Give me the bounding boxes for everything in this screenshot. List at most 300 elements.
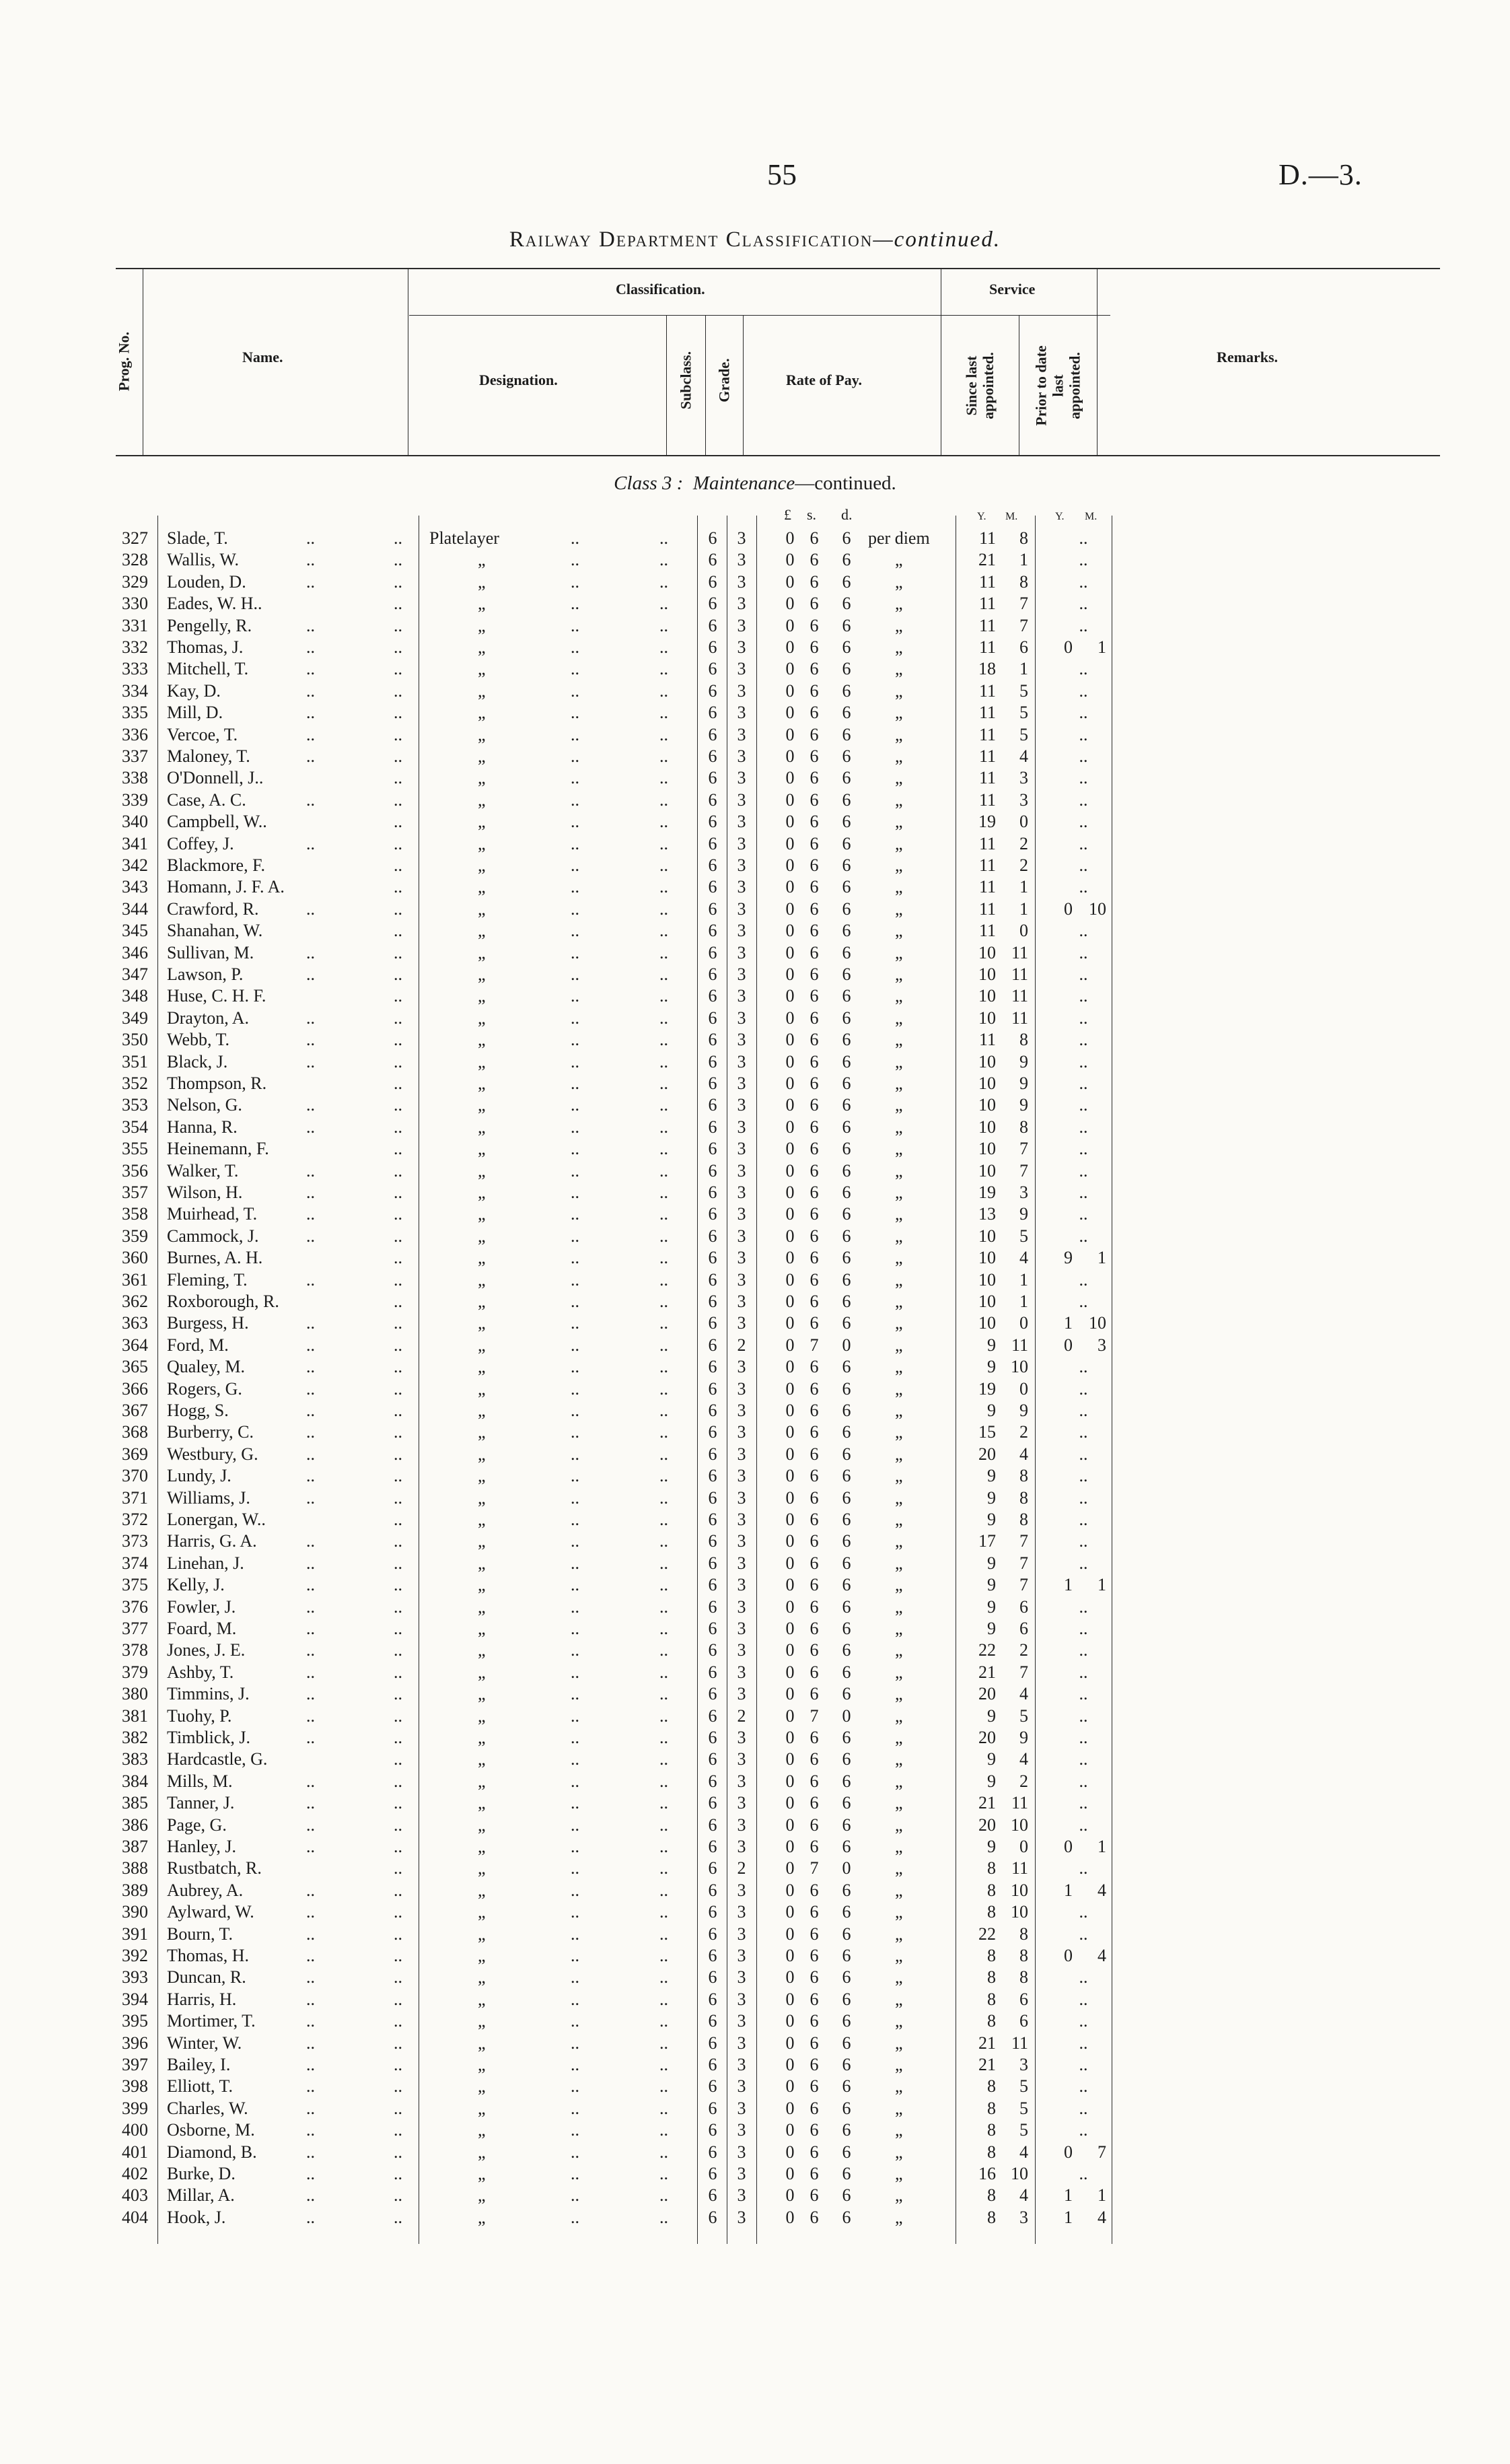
pay-pence: 6	[842, 1444, 851, 1464]
leader-dots: ..	[394, 1967, 402, 1987]
pay-shillings: 6	[810, 2099, 819, 2118]
pay-shillings: 6	[810, 1313, 819, 1333]
pay-pence: 6	[842, 812, 851, 831]
prog-no: 402	[122, 2164, 148, 2183]
pay-pence: 6	[842, 1226, 851, 1246]
leader-dots: ..	[394, 1531, 402, 1551]
service-months: 9	[1019, 1728, 1028, 1747]
prog-no: 328	[122, 550, 148, 569]
designation-leader-dots-2: ..	[659, 2055, 668, 2074]
pay-pounds: 0	[785, 1466, 795, 1485]
designation-leader-dots-2: ..	[659, 1706, 668, 1726]
pay-ditto: „	[895, 1662, 903, 1682]
service-months: 8	[1019, 1924, 1028, 1944]
designation-leader-dots: ..	[571, 1640, 579, 1660]
subclass: 6	[708, 2185, 717, 2205]
service-months: 11	[1011, 986, 1028, 1006]
pay-pence: 6	[842, 2208, 851, 2227]
grade: 3	[737, 1619, 746, 1638]
designation-leader-dots: ..	[571, 659, 579, 678]
designation-leader-dots-2: ..	[659, 1967, 668, 1987]
name-leader-dots: ..	[306, 1662, 315, 1682]
service-months: 8	[1019, 572, 1028, 592]
service-years: 9	[987, 1357, 996, 1376]
leader-dots: ..	[394, 1095, 402, 1115]
pay-pounds: 0	[785, 2076, 795, 2096]
designation-leader-dots-2: ..	[659, 1335, 668, 1355]
designation-leader-dots: ..	[571, 1531, 579, 1551]
designation: „	[478, 899, 486, 919]
name-leader-dots: ..	[306, 1052, 315, 1071]
pay-pounds: 0	[785, 2033, 795, 2053]
designation: „	[478, 2142, 486, 2162]
leader-dots: ..	[394, 1728, 402, 1747]
leader-dots: ..	[394, 1662, 402, 1682]
designation-leader-dots-2: ..	[659, 637, 668, 657]
designation: „	[478, 1510, 486, 1529]
name-leader-dots: ..	[306, 1379, 315, 1399]
prog-no: 394	[122, 1990, 148, 2009]
grade: 3	[737, 943, 746, 962]
employee-name: Mill, D.	[167, 703, 223, 722]
prog-no: 339	[122, 790, 148, 810]
designation-leader-dots: ..	[571, 1510, 579, 1529]
pay-pence: 6	[842, 2076, 851, 2096]
grade: 3	[737, 1204, 746, 1224]
prog-no: 375	[122, 1575, 148, 1594]
employee-name: Aubrey, A.	[167, 1880, 244, 1900]
pay-shillings: 6	[810, 877, 819, 896]
pay-shillings: 6	[810, 855, 819, 875]
grade: 3	[737, 1946, 746, 1965]
pay-ditto: „	[895, 2011, 903, 2031]
pay-shillings: 6	[810, 1967, 819, 1987]
pay-ditto: „	[895, 1706, 903, 1726]
pay-shillings: 6	[810, 1422, 819, 1442]
designation-leader-dots: ..	[571, 855, 579, 875]
designation-leader-dots: ..	[571, 1030, 579, 1049]
pay-ditto: „	[895, 616, 903, 635]
pay-ditto: „	[895, 746, 903, 766]
designation: „	[478, 1619, 486, 1638]
designation-leader-dots-2: ..	[659, 1183, 668, 1202]
grade: 3	[737, 1161, 746, 1181]
prior-years: 0	[1064, 899, 1073, 919]
name-leader-dots: ..	[306, 1095, 315, 1115]
service-months: 5	[1019, 725, 1028, 744]
service-months: 4	[1019, 746, 1028, 766]
designation-leader-dots-2: ..	[659, 746, 668, 766]
employee-name: Bailey, I.	[167, 2055, 231, 2074]
designation: „	[478, 594, 486, 613]
grade: 3	[737, 659, 746, 678]
prog-no: 356	[122, 1161, 148, 1181]
employee-name: Slade, T.	[167, 528, 228, 548]
name-leader-dots: ..	[306, 1466, 315, 1485]
designation-leader-dots: ..	[571, 1684, 579, 1703]
subclass: 6	[708, 1161, 717, 1181]
pay-pence: 6	[842, 1270, 851, 1290]
designation-leader-dots: ..	[571, 2164, 579, 2183]
prior-blank-dots: ..	[1079, 1706, 1088, 1726]
designation-leader-dots-2: ..	[659, 1531, 668, 1551]
pay-ditto: „	[895, 1946, 903, 1965]
designation-leader-dots: ..	[571, 877, 579, 896]
unit-pounds: £	[784, 506, 791, 523]
service-months: 6	[1019, 1597, 1028, 1617]
pay-shillings: 6	[810, 616, 819, 635]
pay-pounds: 0	[785, 768, 795, 787]
designation-leader-dots-2: ..	[659, 1466, 668, 1485]
subclass: 6	[708, 1728, 717, 1747]
prog-no: 346	[122, 943, 148, 962]
prior-blank-dots: ..	[1079, 1531, 1088, 1551]
pay-shillings: 6	[810, 1204, 819, 1224]
prog-no: 368	[122, 1422, 148, 1442]
prog-no: 358	[122, 1204, 148, 1224]
service-years: 10	[978, 964, 996, 984]
employee-name: Sullivan, M.	[167, 943, 254, 962]
grade: 3	[737, 1990, 746, 2009]
pay-shillings: 6	[810, 2076, 819, 2096]
pay-pounds: 0	[785, 2011, 795, 2031]
grade: 3	[737, 2208, 746, 2227]
leader-dots: ..	[394, 550, 402, 569]
prior-months: 4	[1098, 1946, 1106, 1965]
name-leader-dots: ..	[306, 616, 315, 635]
employee-name: Osborne, M.	[167, 2120, 255, 2140]
pay-pence: 6	[842, 1379, 851, 1399]
name-leader-dots: ..	[306, 1815, 315, 1835]
designation: „	[478, 1575, 486, 1594]
pay-shillings: 6	[810, 1771, 819, 1791]
name-leader-dots: ..	[306, 1204, 315, 1224]
pay-ditto: „	[895, 1575, 903, 1594]
designation-leader-dots-2: ..	[659, 703, 668, 722]
subclass: 6	[708, 1553, 717, 1573]
designation-leader-dots: ..	[571, 1837, 579, 1856]
grade: 3	[737, 899, 746, 919]
leader-dots: ..	[394, 1052, 402, 1071]
prior-blank-dots: ..	[1079, 2164, 1088, 2183]
designation-leader-dots: ..	[571, 1858, 579, 1878]
pay-pence: 6	[842, 681, 851, 701]
pay-pence: 6	[842, 594, 851, 613]
pay-ditto: „	[895, 1313, 903, 1333]
employee-name: Foard, M.	[167, 1619, 237, 1638]
pay-shillings: 6	[810, 1052, 819, 1071]
prior-blank-dots: ..	[1079, 1204, 1088, 1224]
pay-shillings: 6	[810, 1248, 819, 1267]
service-years: 8	[987, 1858, 996, 1878]
pay-ditto: „	[895, 1357, 903, 1376]
name-leader-dots: ..	[306, 2099, 315, 2118]
designation: „	[478, 790, 486, 810]
designation-leader-dots: ..	[571, 790, 579, 810]
pay-ditto: „	[895, 1619, 903, 1638]
employee-name: Muirhead, T.	[167, 1204, 258, 1224]
subclass: 6	[708, 1771, 717, 1791]
name-leader-dots: ..	[306, 1924, 315, 1944]
pay-ditto: „	[895, 1553, 903, 1573]
pay-pence: 6	[842, 2033, 851, 2053]
service-months: 9	[1019, 1052, 1028, 1071]
pay-ditto: „	[895, 1073, 903, 1093]
pay-pence: 0	[842, 1706, 851, 1726]
pay-pence: 6	[842, 725, 851, 744]
pay-pounds: 0	[785, 812, 795, 831]
pay-pence: 6	[842, 768, 851, 787]
designation-leader-dots: ..	[571, 2142, 579, 2162]
pay-pounds: 0	[785, 1313, 795, 1333]
service-years: 10	[978, 1313, 996, 1333]
designation: „	[478, 1379, 486, 1399]
pay-shillings: 6	[810, 921, 819, 940]
service-months: 11	[1011, 964, 1028, 984]
leader-dots: ..	[394, 1292, 402, 1311]
service-months: 10	[1011, 1880, 1028, 1900]
designation-leader-dots-2: ..	[659, 1575, 668, 1594]
name-leader-dots: ..	[306, 1183, 315, 1202]
subclass: 6	[708, 2076, 717, 2096]
pay-ditto: „	[895, 1444, 903, 1464]
grade: 3	[737, 1270, 746, 1290]
designation: „	[478, 1030, 486, 1049]
pay-pounds: 0	[785, 1815, 795, 1835]
prior-blank-dots: ..	[1079, 1095, 1088, 1115]
service-months: 7	[1019, 616, 1028, 635]
prog-no: 397	[122, 2055, 148, 2074]
pay-ditto: „	[895, 1248, 903, 1267]
service-months: 7	[1019, 1553, 1028, 1573]
pay-ditto: „	[895, 1728, 903, 1747]
pay-pounds: 0	[785, 1335, 795, 1355]
pay-ditto: „	[895, 1902, 903, 1922]
service-years: 8	[987, 2076, 996, 2096]
grade: 3	[737, 790, 746, 810]
employee-name: Fowler, J.	[167, 1597, 236, 1617]
subclass: 6	[708, 637, 717, 657]
prog-no: 383	[122, 1749, 148, 1769]
grade: 3	[737, 528, 746, 548]
leader-dots: ..	[394, 2033, 402, 2053]
pay-pence: 6	[842, 1728, 851, 1747]
employee-name: Lundy, J.	[167, 1466, 231, 1485]
prior-blank-dots: ..	[1079, 572, 1088, 592]
leader-dots: ..	[394, 1924, 402, 1944]
prior-blank-dots: ..	[1079, 1510, 1088, 1529]
leader-dots: ..	[394, 1771, 402, 1791]
header-rate-of-pay: Rate of Pay.	[786, 372, 863, 388]
pay-pence: 6	[842, 746, 851, 766]
designation-leader-dots: ..	[571, 1313, 579, 1333]
employee-name: Black, J.	[167, 1052, 228, 1071]
pay-pounds: 0	[785, 1183, 795, 1202]
service-years: 13	[978, 1204, 996, 1224]
designation-leader-dots: ..	[571, 572, 579, 592]
designation: „	[478, 1946, 486, 1965]
prog-no: 359	[122, 1226, 148, 1246]
prog-no: 332	[122, 637, 148, 657]
service-months: 3	[1019, 768, 1028, 787]
prog-no: 365	[122, 1357, 148, 1376]
prog-no: 393	[122, 1967, 148, 1987]
leader-dots: ..	[394, 1946, 402, 1965]
section-title	[0, 472, 1510, 495]
subclass: 6	[708, 2120, 717, 2140]
grade: 3	[737, 768, 746, 787]
service-months: 4	[1019, 1749, 1028, 1769]
employee-name: Mortimer, T.	[167, 2011, 256, 2031]
prior-months: 1	[1098, 1248, 1106, 1267]
grade: 3	[737, 921, 746, 940]
service-months: 0	[1019, 812, 1028, 831]
subclass: 6	[708, 1924, 717, 1944]
designation-leader-dots: ..	[571, 1488, 579, 1508]
pay-ditto: „	[895, 2099, 903, 2118]
service-years: 11	[978, 594, 996, 613]
designation-leader-dots: ..	[571, 1902, 579, 1922]
prior-months: 1	[1098, 1837, 1106, 1856]
designation-leader-dots: ..	[571, 1357, 579, 1376]
pay-pence: 6	[842, 1466, 851, 1485]
prior-blank-dots: ..	[1079, 986, 1088, 1006]
service-months: 8	[1019, 1946, 1028, 1965]
designation-leader-dots-2: ..	[659, 1073, 668, 1093]
designation-leader-dots-2: ..	[659, 2011, 668, 2031]
pay-pounds: 0	[785, 899, 795, 919]
pay-pence: 6	[842, 943, 851, 962]
pay-ditto: „	[895, 2208, 903, 2227]
service-years: 10	[978, 1248, 996, 1267]
leader-dots: ..	[394, 1880, 402, 1900]
name-leader-dots: ..	[306, 943, 315, 962]
designation: „	[478, 1073, 486, 1093]
leader-dots: ..	[394, 2120, 402, 2140]
prior-blank-dots: ..	[1079, 2120, 1088, 2140]
pay-ditto: „	[895, 725, 903, 744]
leader-dots: ..	[394, 1510, 402, 1529]
pay-shillings: 6	[810, 659, 819, 678]
name-leader-dots: ..	[306, 2185, 315, 2205]
pay-shillings: 6	[810, 1161, 819, 1181]
pay-pounds: 0	[785, 1510, 795, 1529]
pay-pence: 0	[842, 1858, 851, 1878]
prog-no: 370	[122, 1466, 148, 1485]
pay-pence: 6	[842, 616, 851, 635]
prior-blank-dots: ..	[1079, 746, 1088, 766]
service-years: 11	[978, 834, 996, 853]
header-name: Name.	[242, 349, 283, 365]
pay-ditto: „	[895, 1204, 903, 1224]
grade: 3	[737, 1444, 746, 1464]
designation: „	[478, 1706, 486, 1726]
service-months: 0	[1019, 1837, 1028, 1856]
pay-pounds: 0	[785, 746, 795, 766]
pay-ditto: „	[895, 1771, 903, 1791]
designation-leader-dots-2: ..	[659, 1357, 668, 1376]
prog-no: 330	[122, 594, 148, 613]
designation-leader-dots: ..	[571, 812, 579, 831]
pay-shillings: 6	[810, 1073, 819, 1093]
name-leader-dots: ..	[306, 1967, 315, 1987]
subclass: 6	[708, 2164, 717, 2183]
pay-pence: 6	[842, 1095, 851, 1115]
prior-blank-dots: ..	[1079, 943, 1088, 962]
pay-pounds: 0	[785, 964, 795, 984]
designation-leader-dots: ..	[571, 550, 579, 569]
designation-leader-dots: ..	[571, 1444, 579, 1464]
pay-shillings: 6	[810, 2185, 819, 2205]
designation-leader-dots-2: ..	[659, 1924, 668, 1944]
subclass: 6	[708, 1335, 717, 1355]
name-leader-dots: ..	[306, 1640, 315, 1660]
prog-no: 399	[122, 2099, 148, 2118]
subclass: 6	[708, 899, 717, 919]
designation-leader-dots-2: ..	[659, 572, 668, 592]
designation-leader-dots: ..	[571, 1597, 579, 1617]
designation-leader-dots: ..	[571, 921, 579, 940]
pay-shillings: 6	[810, 1095, 819, 1115]
prog-no: 395	[122, 2011, 148, 2031]
name-leader-dots: ..	[306, 1422, 315, 1442]
grade: 3	[737, 1073, 746, 1093]
pay-pounds: 0	[785, 2099, 795, 2118]
service-months: 7	[1019, 1575, 1028, 1594]
pay-pence: 6	[842, 1575, 851, 1594]
pay-shillings: 6	[810, 1117, 819, 1137]
prior-months: 7	[1098, 2142, 1106, 2162]
prog-no: 355	[122, 1139, 148, 1158]
grade: 3	[737, 1575, 746, 1594]
designation: „	[478, 1793, 486, 1812]
designation-leader-dots-2: ..	[659, 2164, 668, 2183]
service-months: 5	[1019, 1706, 1028, 1726]
service-years: 21	[978, 2033, 996, 2053]
service-months: 7	[1019, 1662, 1028, 1682]
pay-pence: 6	[842, 1401, 851, 1420]
designation: „	[478, 725, 486, 744]
prog-no: 353	[122, 1095, 148, 1115]
grade: 3	[737, 1095, 746, 1115]
subclass: 6	[708, 1575, 717, 1594]
pay-ditto: „	[895, 550, 903, 569]
prior-blank-dots: ..	[1079, 1030, 1088, 1049]
service-months: 10	[1011, 1815, 1028, 1835]
header-service: Service	[989, 281, 1036, 297]
pay-pounds: 0	[785, 1357, 795, 1376]
subclass: 6	[708, 986, 717, 1006]
subclass: 6	[708, 1619, 717, 1638]
grade: 3	[737, 1226, 746, 1246]
leader-dots: ..	[394, 1444, 402, 1464]
pay-ditto: „	[895, 1684, 903, 1703]
prior-blank-dots: ..	[1079, 1357, 1088, 1376]
name-leader-dots: ..	[306, 1946, 315, 1965]
subclass: 6	[708, 1052, 717, 1071]
prior-blank-dots: ..	[1079, 1967, 1088, 1987]
designation-leader-dots: ..	[571, 1466, 579, 1485]
designation-leader-dots: ..	[571, 1422, 579, 1442]
employee-name: Thompson, R.	[167, 1073, 267, 1093]
designation-leader-dots-2: ..	[659, 1640, 668, 1660]
leader-dots: ..	[394, 1226, 402, 1246]
subclass: 6	[708, 681, 717, 701]
grade: 3	[737, 1531, 746, 1551]
subclass: 6	[708, 1444, 717, 1464]
pay-pence: 6	[842, 550, 851, 569]
designation-leader-dots-2: ..	[659, 1771, 668, 1791]
